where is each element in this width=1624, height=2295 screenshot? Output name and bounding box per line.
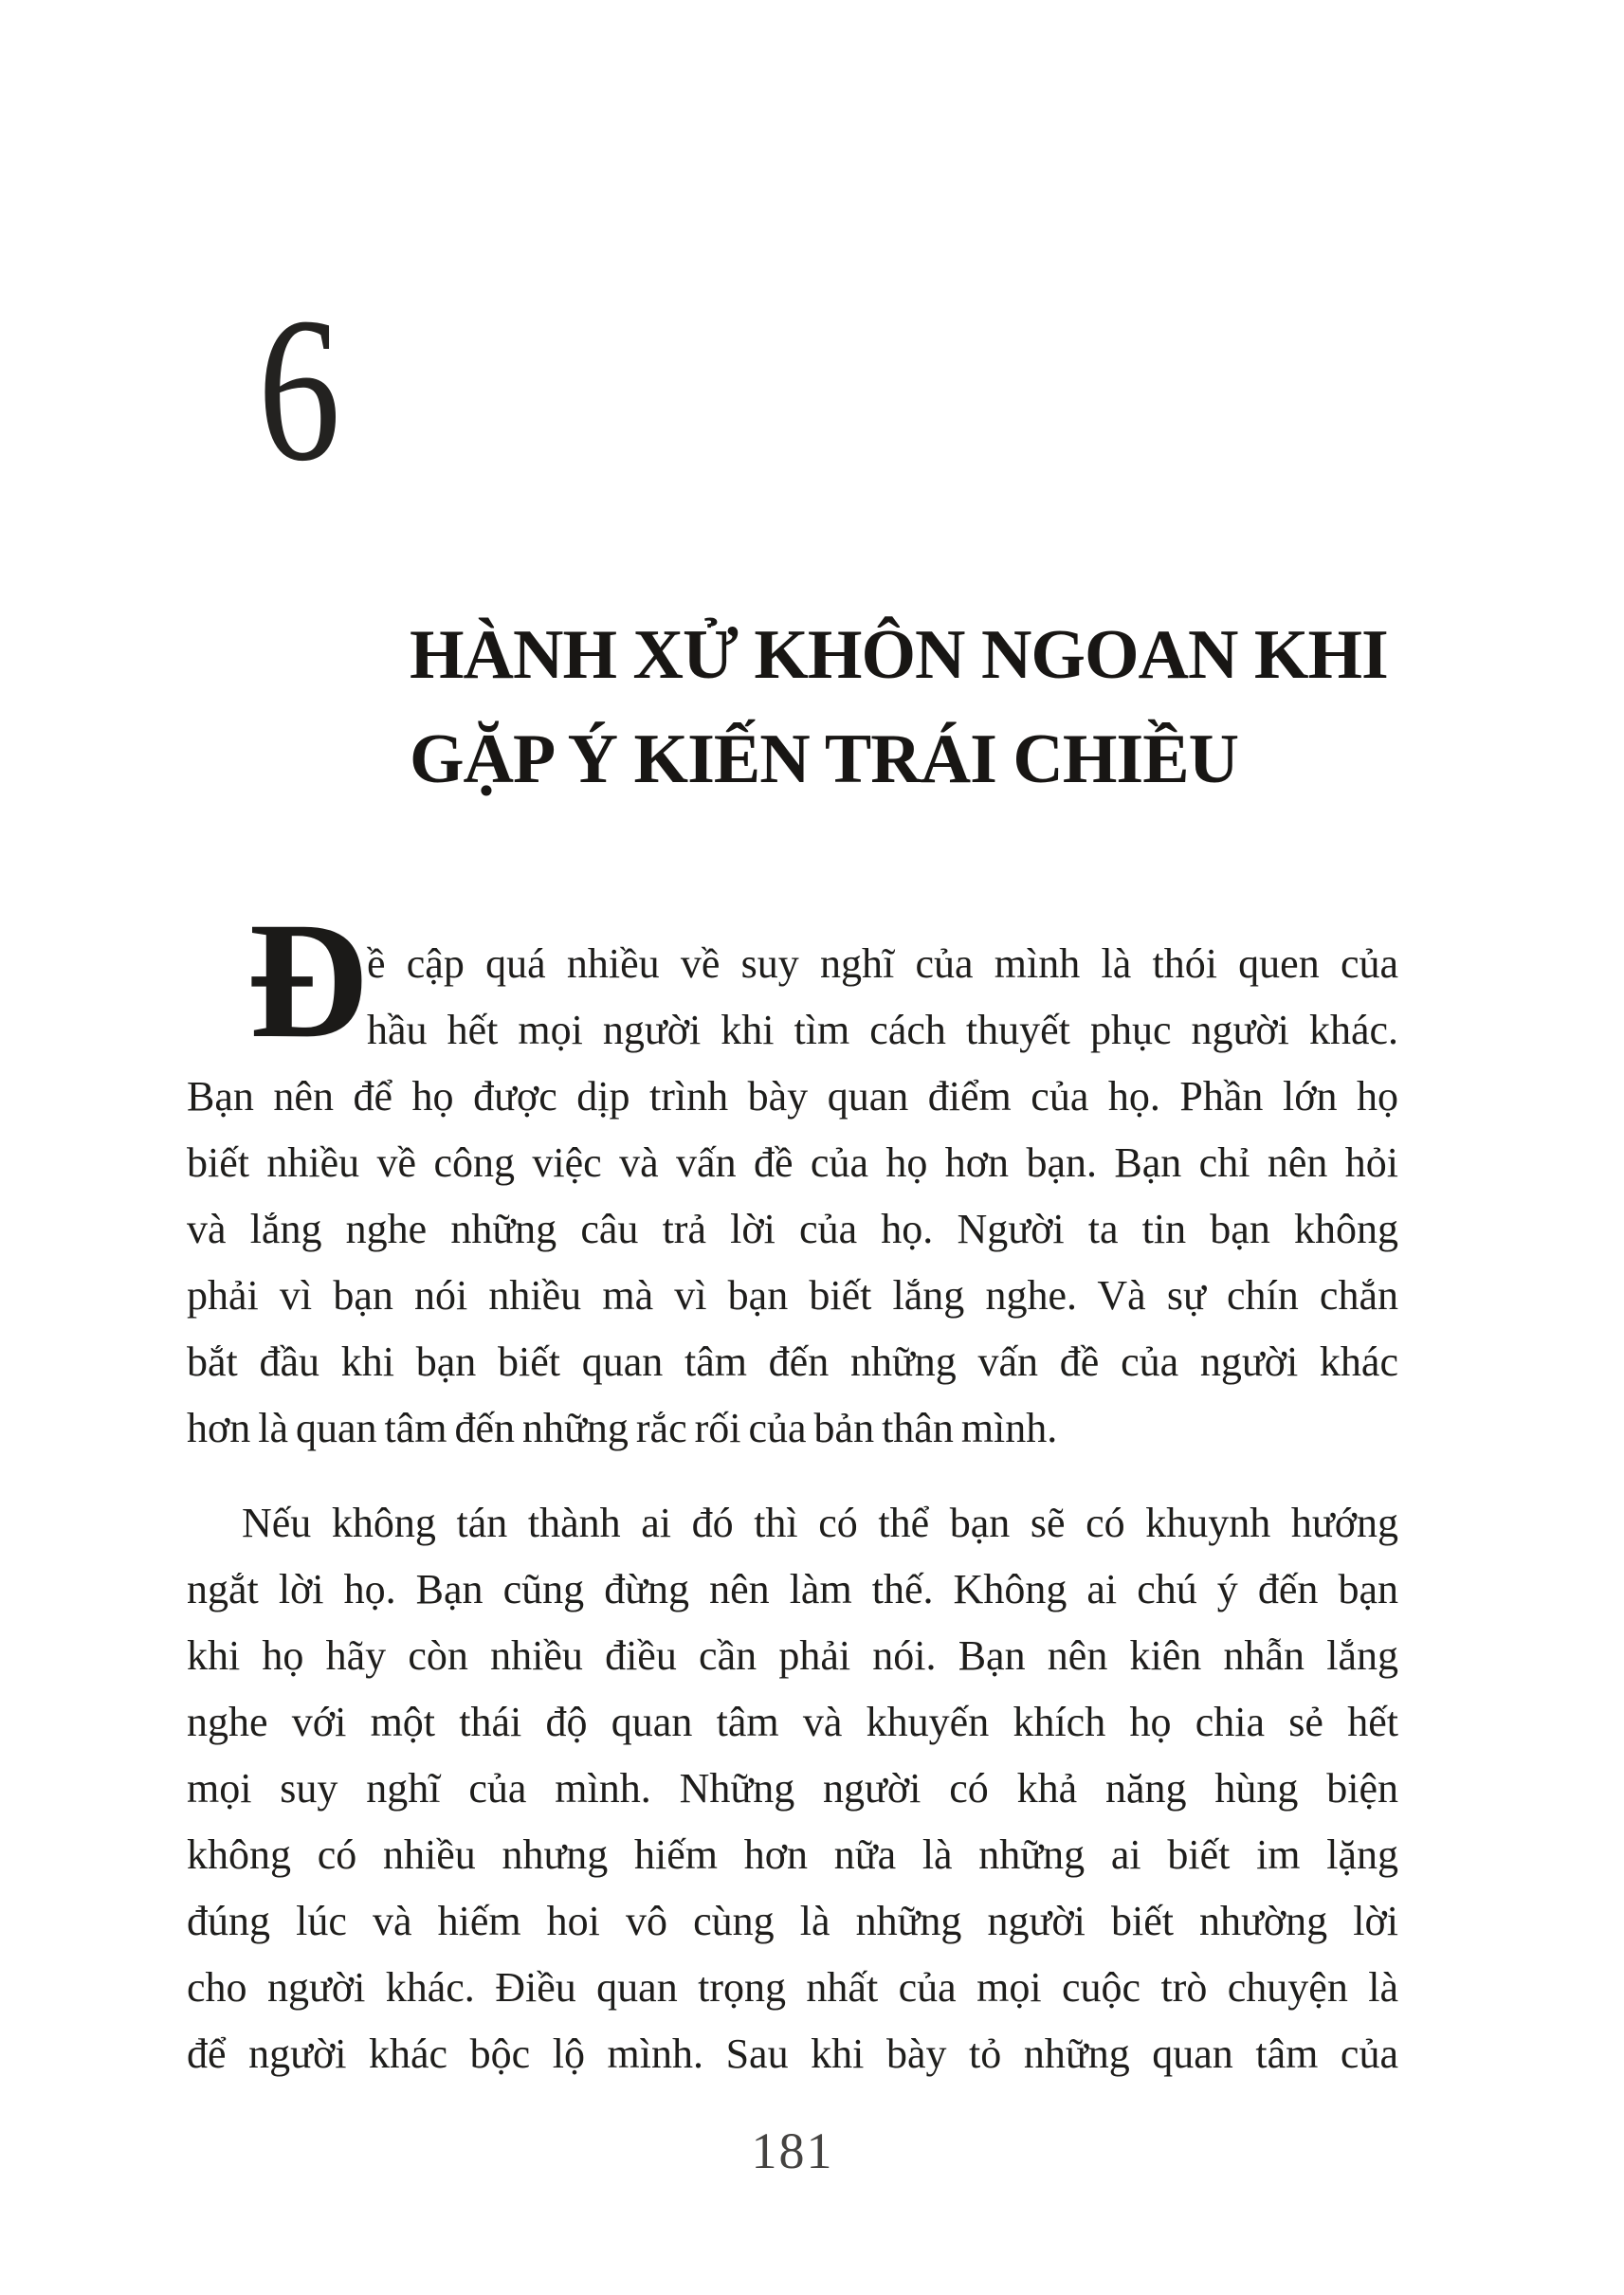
chapter-title-line: HÀNH XỬ KHÔN NGOAN KHI xyxy=(410,616,1388,694)
body-text-column xyxy=(187,888,1398,2087)
page-number: 181 xyxy=(751,2122,834,2179)
text-line: khi họ hãy còn nhiều điều cần phải nói. Bạn nên kiên nhẫn lắng xyxy=(187,1632,1398,1679)
paragraph-2 xyxy=(187,1490,1398,2087)
drop-cap-letter: Đ xyxy=(247,888,369,1073)
text-line: ngắt lời họ. Bạn cũng đừng nên làm thế. Không ai chú ý đến bạn xyxy=(187,1566,1398,1612)
text-line: bắt đầu khi bạn biết quan tâm đến những vấn đề của người khác xyxy=(187,1339,1398,1385)
paragraph-2-lines xyxy=(187,1490,1398,2087)
text-line: Bạn nên để họ được dịp trình bày quan điểm của họ. Phần lớn họ xyxy=(187,1073,1398,1120)
text-line: hơn là quan tâm đến những rắc rối của bản thân mình. xyxy=(187,1405,1058,1451)
text-line: cho người khác. Điều quan trọng nhất của mọi cuộc trò chuyện là xyxy=(187,1964,1398,2011)
chapter-title-line: GẶP Ý KIẾN TRÁI CHIỀU xyxy=(410,720,1239,798)
text-line: và lắng nghe những câu trả lời của họ. Người ta tin bạn không xyxy=(187,1206,1398,1252)
paragraph-1 xyxy=(187,888,1398,1462)
paragraph-1-lines xyxy=(187,931,1398,1462)
text-line: để người khác bộc lộ mình. Sau khi bày tỏ những quan tâm của xyxy=(187,2031,1398,2077)
text-line: nghe với một thái độ quan tâm và khuyến khích họ chia sẻ hết xyxy=(187,1699,1398,1745)
text-line: không có nhiều nhưng hiếm hơn nữa là những ai biết im lặng xyxy=(187,1831,1398,1878)
text-line: Nếu không tán thành ai đó thì có thể bạn sẽ có khuynh hướng xyxy=(242,1500,1398,1546)
text-line: đúng lúc và hiếm hoi vô cùng là những người biết nhường lời xyxy=(187,1898,1398,1944)
text-line: ề cập quá nhiều về suy nghĩ của mình là thói quen của xyxy=(367,940,1398,987)
text-line: phải vì bạn nói nhiều mà vì bạn biết lắng nghe. Và sự chín chắn xyxy=(187,1272,1398,1319)
text-line: biết nhiều về công việc và vấn đề của họ hơn bạn. Bạn chỉ nên hỏi xyxy=(187,1139,1398,1186)
chapter-title xyxy=(410,603,1452,811)
text-line: mọi suy nghĩ của mình. Những người có khả năng hùng biện xyxy=(187,1765,1398,1812)
chapter-number: 6 xyxy=(258,276,341,504)
text-line: hầu hết mọi người khi tìm cách thuyết phục người khác. xyxy=(367,1007,1398,1053)
